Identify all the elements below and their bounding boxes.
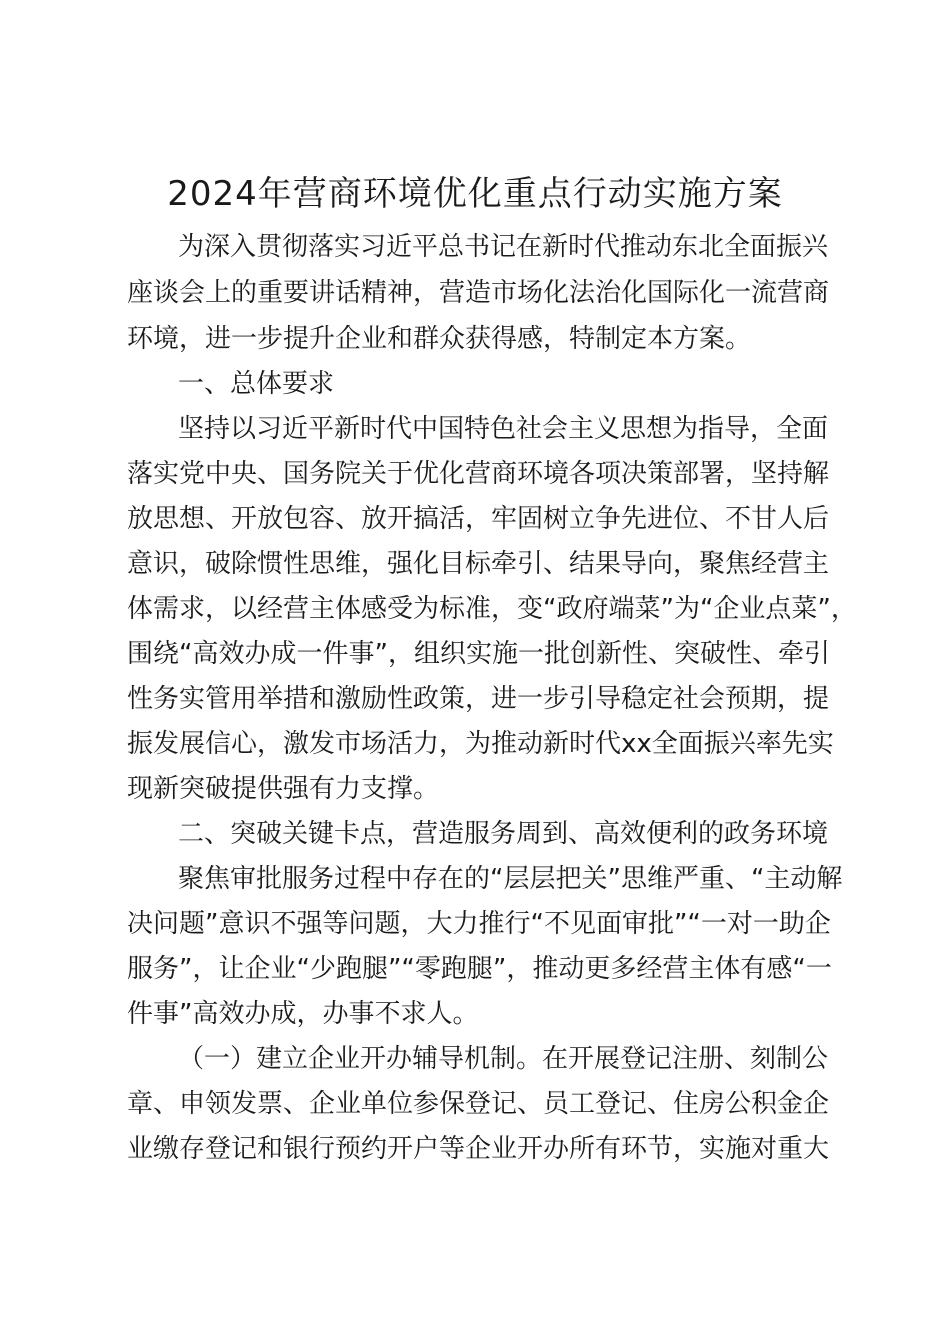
paragraph-line: 体需求，以经营主体感受为标准，变“政府端菜”为“企业点菜”， — [127, 594, 857, 624]
paragraph-line: 为深入贯彻落实习近平总书记在新时代推动东北全面振兴 — [178, 232, 829, 262]
paragraph-line: 意识，破除惯性思维，强化目标牵引、结果导向，聚焦经营主 — [127, 549, 830, 579]
paragraph-line: 现新突破提供强有力支撑。 — [127, 774, 440, 804]
paragraph-line: 性务实管用举措和激励性政策，进一步引导稳定社会预期，提 — [127, 684, 830, 714]
paragraph-line: 坚持以习近平新时代中国特色社会主义思想为指导，全面 — [178, 414, 829, 444]
paragraph-line: 聚焦审批服务过程中存在的“层层把关”思维严重、“主动解 — [178, 864, 843, 894]
paragraph-line: 环境，进一步提升企业和群众获得感，特制定本方案。 — [127, 324, 752, 354]
paragraph-line: 放思想、开放包容、放开搞活，牢固树立争先进位、不甘人后 — [127, 504, 830, 534]
paragraph-line: 落实党中央、国务院关于优化营商环境各项决策部署，坚持解 — [127, 459, 830, 489]
paragraph-line: 件事”高效办成，办事不求人。 — [127, 999, 479, 1029]
paragraph-line: 座谈会上的重要讲话精神，营造市场化法治化国际化一流营商 — [127, 278, 830, 308]
paragraph-line: （一）建立企业开办辅导机制。在开展登记注册、刻制公 — [178, 1044, 829, 1074]
paragraph-line: 围绕“高效办成一件事”，组织实施一批创新性、突破性、牵引 — [127, 639, 830, 669]
paragraph-line: 服务”，让企业“少跑腿”“零跑腿”，推动更多经营主体有感“一 — [127, 954, 832, 984]
paragraph-line: 决问题”意识不强等问题，大力推行“不见面审批”“一对一助企 — [127, 909, 831, 939]
paragraph-line: 振发展信心，激发市场活力，为推动新时代xx全面振兴率先实 — [127, 729, 834, 759]
section-heading: 一、总体要求 — [178, 369, 335, 399]
paragraph-line: 章、申领发票、企业单位参保登记、员工登记、住房公积金企 — [127, 1089, 830, 1119]
section-heading: 二、突破关键卡点，营造服务周到、高效便利的政务环境 — [178, 819, 829, 849]
document-title: 2024年营商环境优化重点行动实施方案 — [167, 174, 783, 214]
paragraph-line: 业缴存登记和银行预约开户等企业开办所有环节，实施对重大 — [127, 1134, 830, 1164]
